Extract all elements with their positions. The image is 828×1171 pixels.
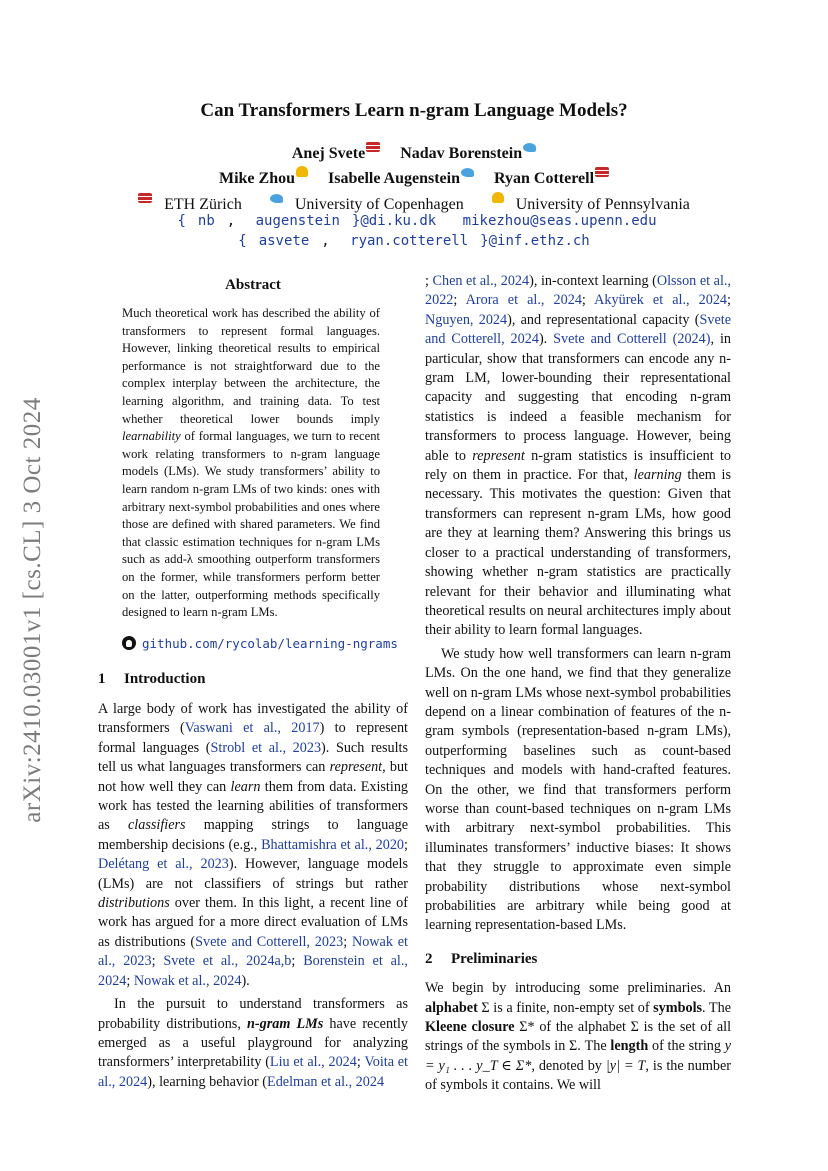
email-augenstein[interactable]: augenstein [255,213,340,229]
text-span: ; [404,836,408,853]
text-span: ; [356,1054,365,1071]
copenhagen-icon [270,194,283,203]
email-asvete[interactable]: asvete [258,233,310,249]
author-anej-svete: Anej Svete [291,145,366,163]
text-span: ). [538,331,554,348]
affiliation-upenn: University of Pennsylvania [515,196,690,214]
abstract-emphasis: learnability [122,429,181,444]
emphasis: learning [633,467,682,484]
text-span: ; [126,972,134,989]
intro-paragraph-2-continued [425,272,731,641]
citation-link[interactable]: Voita et al., 2024 [98,1054,408,1090]
author-isabelle-augenstein: Isabelle Augenstein [327,170,460,188]
arxiv-identifier: arXiv:2410.03001v1 [cs.CL] 3 Oct 2024 [19,397,46,823]
text-span: ). Such results tell us what languages transformers can [98,739,408,776]
text-span: ; [727,292,731,309]
text-span: ; [425,273,433,289]
text-span: ; [581,292,595,309]
text-span: ; [453,292,466,309]
text-span: Σ is a finite, non-empty set of [477,999,654,1016]
text-span: over them. In this light, a recent line of work has argued for a more direct evaluation of LMs as distributions ( [98,895,408,950]
upenn-icon [492,192,504,203]
text-span: , denoted by [531,1057,606,1074]
intro-paragraph-1 [98,700,408,991]
citation-link[interactable]: Chen et al., 2024 [432,273,530,289]
citation-link[interactable]: Nowak et al., 2023 [98,933,408,970]
arxiv-sidebar [8,370,58,850]
text-span: mapping strings to language membership decisions (e.g., [98,817,408,853]
email-separator: , [321,233,339,249]
citation-link[interactable]: Olsson et al., 2022 [425,273,731,309]
text-span: ). However, language models (LMs) are not classifiers of strings but rather [98,856,408,892]
citation-link[interactable]: Nowak et al., 2024 [133,972,242,989]
section-heading-introduction [98,671,205,688]
upenn-icon [296,166,308,177]
copenhagen-icon [461,168,474,177]
authors-row-2 [0,166,828,188]
abstract-heading: Abstract [225,277,281,293]
text-span: ). [241,972,250,989]
email-domain-ku: }@di.ku.dk [351,213,437,229]
text-span: have recently emerged as a useful playground for analyzing transformers’ interpretability ( [98,1015,409,1071]
text-span: them from data. Existing work has tested the learning abilities of transformers as [98,778,409,834]
text-span: Σ* of the alphabet Σ is the set of all strings of the symbols in Σ. The [425,1019,732,1055]
text-span: In the pursuit to understand transformers as probability distributions, [98,996,408,1032]
citation-link[interactable]: Nguyen, 2024 [425,311,508,328]
paper-title: Can Transformers Learn n-gram Language Models? [200,100,628,121]
emails-row-2 [0,233,828,249]
section-number: 2 [425,950,433,967]
section-title: Introduction [124,671,206,687]
eth-zurich-icon [138,193,152,203]
abstract-span: Much theoretical work has described the ability of transformers to represent formal languages. However, linking theoretical results to empirical performance is not straightforward due to the complex interplay between the architecture, the learning algorithm, and training data. To test whether theoretical lower bounds imply [122,306,380,426]
bold-term: length [610,1038,649,1055]
abstract-span: of formal languages, we turn to recent work relating transformers to n-gram language models (LMs). We study transformers’ ability to learn random n-gram LMs of two kinds: ones with arbitrary next-symbol probabilities and ones where those are defined with shared parameters. We find that classic estimation techniques for n-gram LMs such as add-λ smoothing outperform transformers on the former, while transformers perform better on the latter, outperforming methods specifically designed to learn n-gram LMs. [122,429,380,620]
citation-link[interactable]: Svete and Cotterell (2024) [553,331,711,348]
right-column-body [425,272,731,1096]
citation-link[interactable]: Bhattamishra et al., 2020 [261,836,405,853]
citation-link[interactable]: Akyürek et al., 2024 [594,292,728,309]
eth-zurich-icon [366,142,380,152]
text-span: , but not how well they can [98,759,408,795]
section-heading-preliminaries [425,950,731,969]
text-span: , in particular, show that transformers can encode any n-gram LM, lower-bounding their representational capacity and suggesting that encoding n-gram statistics is indeed a feasible mechanism for transformers to process language. However, being able to [425,331,731,464]
section-number: 1 [98,671,106,687]
bold-term: symbols [653,999,703,1016]
text-span: of the string [648,1038,725,1055]
emphasis: represent [472,447,525,464]
affiliation-eth: ETH Zürich [164,196,242,214]
text-span: ; [343,933,352,950]
preliminaries-paragraph-1 [425,979,731,1095]
text-span: ; [151,953,164,970]
citation-link[interactable]: Strobl et al., 2023 [210,739,322,756]
left-column-body [98,700,408,1092]
email-mikezhou[interactable]: mikezhou@seas.upenn.edu [462,213,657,229]
text-span: them is necessary. This motivates the question: Given that transformers can represent n-gram LMs, how good are they at learning them? Answering this brings us closer to a practical understanding of transformers, showing whether n-gram statistics are practically relevant for their behavior and illuminating what theoretical results on neural architectures imply about their ability to learn formal languages. [425,467,731,639]
email-domain-ethz: }@inf.ethz.ch [480,233,590,249]
email-brace: { [238,233,247,249]
citation-link[interactable]: Vaswani et al., 2017 [184,720,320,737]
math-inline: |y| = T [605,1057,646,1074]
citation-link[interactable]: Delétang et al., 2023 [98,856,229,873]
text-span: . The [702,999,731,1016]
emphasis: represent [329,759,383,776]
email-ryan-cotterell[interactable]: ryan.cotterell [350,233,469,249]
author-ryan-cotterell: Ryan Cotterell [494,170,595,188]
bold-term: alphabet [425,999,478,1016]
emphasis: distributions [98,895,170,912]
text-span: , is the number of symbols it contains. We will [425,1057,732,1094]
copenhagen-icon [523,143,536,152]
math-inline: y = y₁ . . . y_T ∈ Σ* [425,1038,732,1074]
emphasis: learn [230,778,261,795]
section-title: Preliminaries [451,950,538,967]
emphasis: classifiers [128,817,186,834]
github-icon [122,636,136,650]
intro-paragraph-3: We study how well transformers can learn n-gram LMs. On the one hand, we find that they generalize well on n-gram LMs whose next-symbol probabilities depend on a linear combination of features of the n-gram symbols (representation-based n-gram LMs), outperforming baselines such as count-based techniques and models with hand-crafted features. On the other, we find that transformers perform worse than count-based techniques on n-gram LMs with arbitrary next-symbol probabilities. This illuminates transformers’ inductive biases: It shows that they struggle to approximate even simple probability distributions whose next-symbol probabilities are arbitrary while being good at learning representation-based LMs. [425,645,731,934]
citation-link[interactable]: Arora et al., 2024 [465,292,582,309]
github-link[interactable]: github.com/rycolab/learning-ngrams [142,636,398,651]
citation-link[interactable]: Svete et al., 2024a,b [163,953,292,970]
text-span: ), and representational capacity ( [507,311,700,328]
text-span: ), in-context learning ( [529,273,657,289]
text-span: ), learning behavior ( [147,1073,268,1090]
text-span: ; [291,953,304,970]
github-link-row[interactable] [122,636,398,651]
eth-zurich-icon [595,167,609,177]
emails-row-1 [0,213,828,229]
affiliation-copenhagen: University of Copenhagen [294,196,464,214]
citation-link[interactable]: Edelman et al., 2024 [267,1073,385,1090]
text-span: We begin by introducing some preliminaries. An [425,980,731,997]
citation-link[interactable]: Liu et al., 2024 [269,1054,357,1071]
email-brace: { [177,213,186,229]
bold-term: n-gram LMs [247,1015,324,1032]
text-span: n-gram statistics is insufficient to rely on them in practice. For that, [425,447,731,484]
email-nb[interactable]: nb [197,213,215,229]
author-nadav-borenstein: Nadav Borenstein [400,145,523,163]
text-span: ) to represent formal languages ( [98,720,408,756]
author-mike-zhou: Mike Zhou [218,170,295,188]
text-span: A large body of work has investigated the ability of transformers ( [98,701,408,737]
citation-link[interactable]: Svete and Cotterell, 2024 [425,311,732,348]
bold-term: Kleene closure [425,1019,515,1036]
authors-row-1 [0,142,828,163]
affiliations [0,192,828,214]
abstract-text [122,305,380,622]
citation-link[interactable]: Svete and Cotterell, 2023 [195,933,344,950]
email-separator: , [226,213,244,229]
citation-link[interactable]: Borenstein et al., 2024 [98,953,408,989]
intro-paragraph-2 [98,995,408,1092]
